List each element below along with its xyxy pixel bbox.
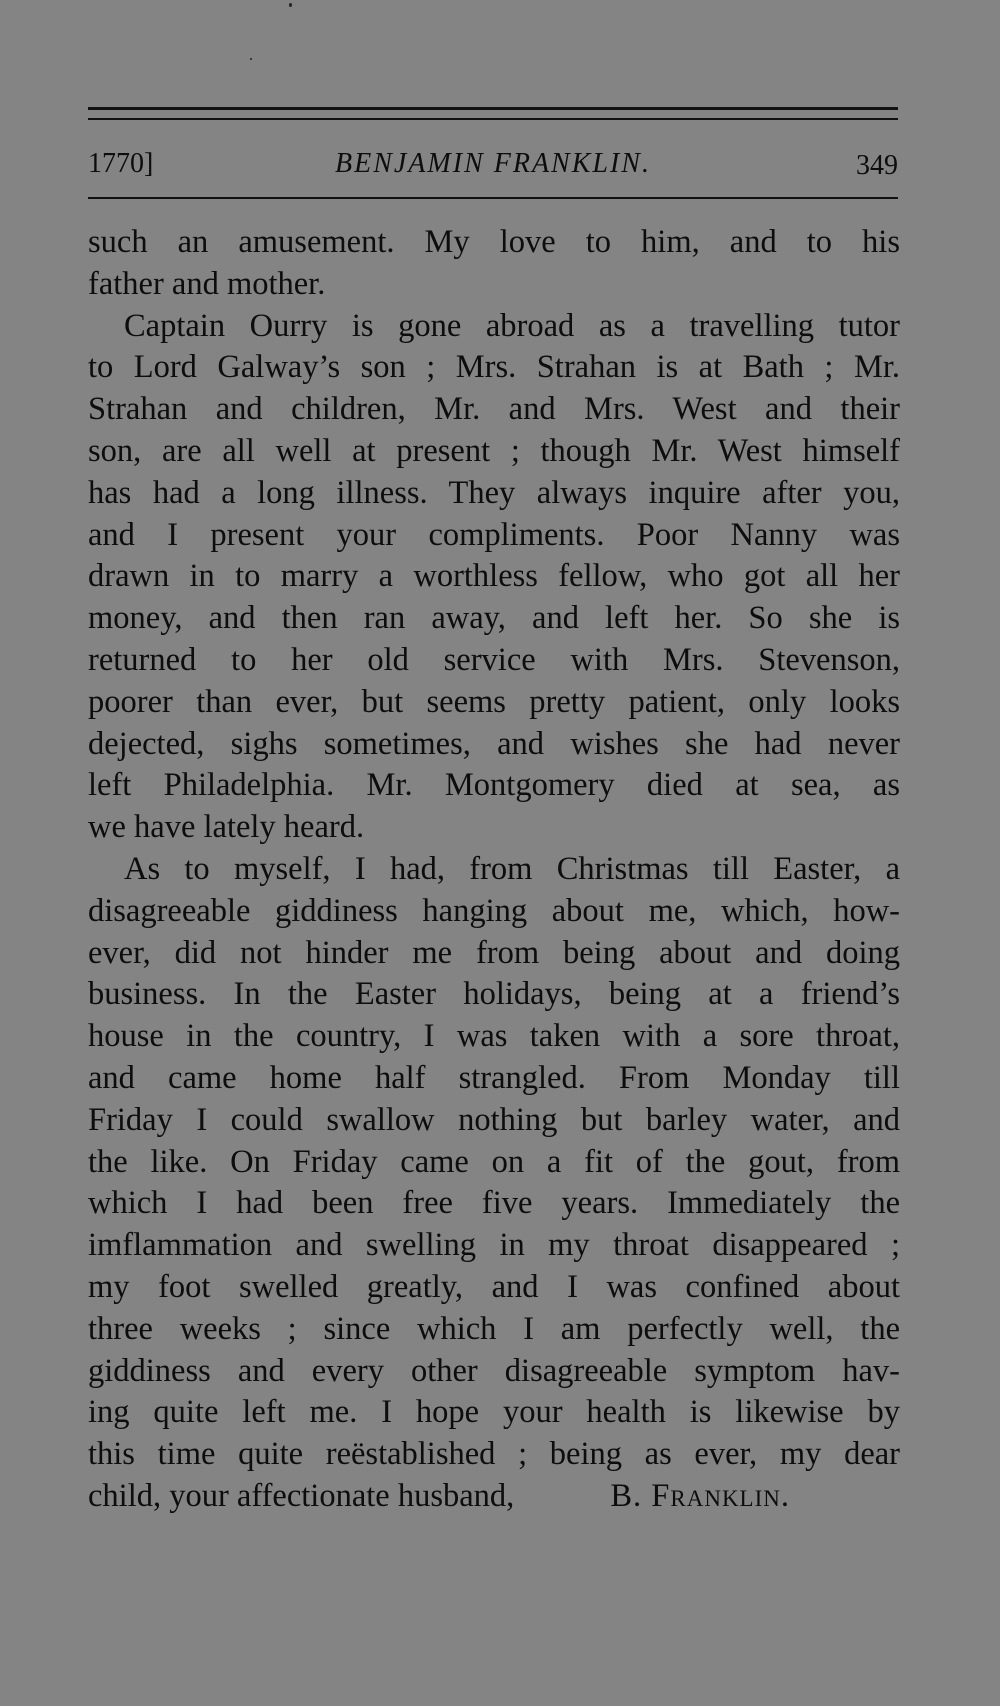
text-line: to Lord Galway’s son ; Mrs. Strahan is at Bath ; Mr. (88, 349, 900, 386)
paragraph (88, 849, 900, 1518)
text-line: my foot swelled greatly, and I was confined about (88, 1268, 900, 1305)
text-line: imflammation and swelling in my throat disappeared ; (88, 1227, 900, 1264)
body-text (88, 222, 900, 1518)
closing-line (88, 1476, 900, 1518)
text-line: and came home half strangled. From Monday till (88, 1059, 900, 1096)
text-line: dejected, sighs sometimes, and wishes she had never (88, 725, 900, 762)
header-rule-bottom (88, 197, 898, 199)
text-line: business. In the Easter holidays, being at a friend’s (88, 976, 900, 1013)
text-line: Strahan and children, Mr. and Mrs. West and their (88, 391, 900, 428)
ink-speck (250, 58, 252, 60)
header-rule-top-inner (88, 118, 898, 120)
text-line: and I present your compliments. Poor Nanny was (88, 516, 900, 553)
text-line: which I had been free five years. Immediately the (88, 1185, 900, 1222)
header-rule-top (88, 107, 898, 110)
running-head (88, 148, 898, 188)
text-line: the like. On Friday came on a fit of the gout, from (88, 1143, 900, 1180)
text-line: son, are all well at present ; though Mr. West himself (88, 432, 900, 469)
text-line: As to myself, I had, from Christmas till Easter, a (124, 850, 900, 887)
text-line: Captain Ourry is gone abroad as a travelling tutor (124, 307, 900, 344)
text-line: such an amusement. My love to him, and to his (88, 224, 900, 260)
text-line: this time quite reëstablished ; being as ever, my dear (88, 1436, 900, 1473)
page-number: 349 (856, 150, 898, 181)
text-line: drawn in to marry a worthless fellow, who got all her (88, 558, 900, 595)
text-line: giddiness and every other disagreeable symptom hav- (88, 1352, 900, 1389)
text-line: has had a long illness. They always inquire after you, (88, 474, 900, 511)
text-line: house in the country, I was taken with a sore throat, (88, 1018, 900, 1055)
ink-speck (289, 3, 292, 7)
text-line: three weeks ; since which I am perfectly well, the (88, 1310, 900, 1347)
text-line: poorer than ever, but seems pretty patient, only looks (88, 683, 900, 720)
running-head-title: BENJAMIN FRANKLIN. (335, 148, 651, 179)
text-line: left Philadelphia. Mr. Montgomery died at sea, as (88, 767, 900, 804)
paragraph (88, 306, 900, 849)
text-line: ing quite left me. I hope your health is likewise by (88, 1394, 900, 1431)
text-line: disagreeable giddiness hanging about me, which, how- (88, 892, 900, 929)
text-line: father and mother. (88, 265, 326, 302)
text-line: money, and then ran away, and left her. So she is (88, 600, 900, 637)
text-line: Friday I could swallow nothing but barley water, and (88, 1101, 900, 1138)
text-line: we have lately heard. (88, 809, 365, 846)
closing-phrase: child, your affectionate husband, (88, 1477, 515, 1514)
running-head-year: 1770] (88, 148, 154, 179)
text-line: ever, did not hinder me from being about and doing (88, 934, 900, 971)
text-line: returned to her old service with Mrs. Stevenson, (88, 641, 900, 678)
paragraph (88, 222, 900, 306)
signature: B. Franklin. (610, 1477, 790, 1514)
